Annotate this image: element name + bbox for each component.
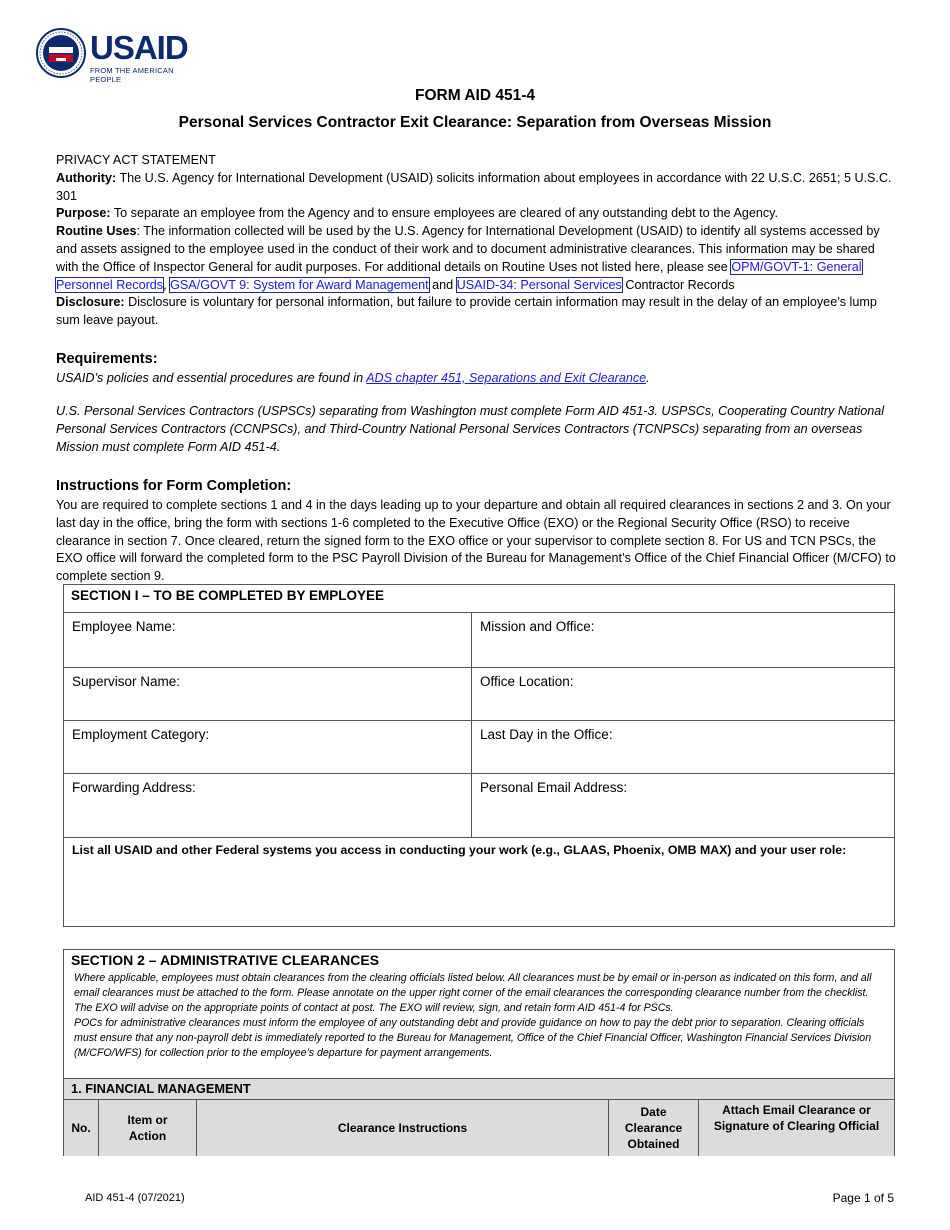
usaid-seal-icon [36,28,86,78]
forwarding-address-field[interactable]: Forwarding Address: [64,774,472,838]
footer-page-number: Page 1 of 5 [832,1191,894,1205]
gsa-govt-9-link[interactable]: GSA/GOVT 9: System for Award Management [170,277,429,292]
financial-management-heading: 1. FINANCIAL MANAGEMENT [71,1081,251,1096]
footer-form-code: AID 451-4 (07/2021) [85,1192,185,1204]
section2-title: SECTION 2 – ADMINISTRATIVE CLEARANCES [71,952,380,968]
usaid-logo [36,28,206,83]
section1-title: SECTION I – TO BE COMPLETED BY EMPLOYEE [64,585,895,613]
logo-wordmark: USAID [90,29,188,66]
form-title: Personal Services Contractor Exit Clearance: Separation from Overseas Mission [178,114,772,131]
employee-name-field[interactable]: Employee Name: [64,613,472,668]
privacy-heading: PRIVACY ACT STATEMENT [56,153,216,167]
instructions-paragraph: You are required to complete sections 1 and 4 in the days leading up to your departure and obtain all required clearances in sections 2 and 3. On your last day in the office, bring the form with sections 1-6 completed to the Executive Office (EXO) or the Regional Security Office (RSO) to receive clearance in section 7. Once cleared, return the signed form to the EXO office or your supervisor to complete section 8. For US and TCN PSCs, the EXO office will forward the completed form to the PSC Payroll Division of the Bureau for Management’s Office of the Chief Financial Officer (M/CFO) to complete section 9. [56,498,896,584]
systems-access-field[interactable]: List all USAID and other Federal systems you access in conducting your work (e.g., GLAAS, Phoenix, OMB MAX) and your user role: [64,838,895,927]
section2-para1: Where applicable, employees must obtain clearances from the clearing officials listed below. All clearances must be by email or in-person as indicated on this form, and all email clearances must be attached to the form. Please annotate on the upper right corner of the email clearances the corresponding clearance number from the checklist. [74,972,872,999]
section2-para2: The EXO will advise on the appropriate points of contact at post. The EXO will review, sign, and retain form AID 451-4 for PSCs. [74,1002,674,1014]
authority-paragraph: Authority: The U.S. Agency for International Development (USAID) solicits information about employees in accordance with 22 U.S.C. 2651; 5 U.S.C. 301 [56,170,892,203]
col-item: Item or Action [99,1100,197,1156]
supervisor-name-field[interactable]: Supervisor Name: [64,668,472,721]
mission-office-field[interactable]: Mission and Office: [472,613,895,668]
section1-table [63,584,895,927]
purpose-paragraph: Purpose: To separate an employee from the Agency and to ensure employees are cleared of any outstanding debt to the Agency. [56,206,779,221]
usaid-34-link[interactable]: USAID-34: Personal Services [456,277,622,292]
opm-govt-1-link[interactable]: OPM/GOVT-1: General Personnel Records [56,259,862,292]
employment-category-field[interactable]: Employment Category: [64,721,472,774]
col-instructions: Clearance Instructions [197,1100,609,1156]
requirements-paragraph: U.S. Personal Services Contractors (USPSCs) separating from Washington must complete Form AID 451-3. USPSCs, Cooperating Country National Personal Services Contractors (CCNPSCs), and Third-Country National Personal Services Contractors (TCNPSCs) separating from an overseas Mission must complete Form AID 451-4. [56,404,885,454]
routine-uses-paragraph: Routine Uses: The information collected will be used by the U.S. Agency for International Development (USAID) to identify all systems accessed by and assets assigned to the employee used in the conduct of their work and to document administrative clearances. This information may be shared with the Office of Inspector General for audit purposes. For additional details on Routine Uses not listed here, please see OPM/GOVT-1: General Personnel Records, GSA/GOVT 9: System for Award Management and USAID-34: Personal Services Contractor Records [56,224,880,292]
personal-email-field[interactable]: Personal Email Address: [472,774,895,838]
office-location-field[interactable]: Office Location: [472,668,895,721]
section2-para3: POCs for administrative clearances must inform the employee of any outstanding debt and provide guidance on how to pay the debt prior to separation. Clearing officials must ensure that any non-payroll debt is immediately reported to the Bureau for Management, Office of the Chief Financial Officer, Washington Financial Services Division (M/CFO/WFS) for collection prior to the employee’s departure for payment arrangements. [74,1017,872,1059]
instructions-heading: Instructions for Form Completion: [56,478,292,494]
privacy-act-statement [56,152,896,330]
requirements-line1: USAID’s policies and essential procedures are found in ADS chapter 451, Separations and Exit Clearance. [56,371,650,385]
financial-management-bar [64,1078,894,1100]
section2-instructions [74,971,889,1061]
disclosure-paragraph: Disclosure: Disclosure is voluntary for personal information, but failure to provide certain information may result in the delay of an employee’s lump sum leave payout. [56,295,877,328]
col-date: Date Clearance Obtained [609,1100,699,1156]
form-id: FORM AID 451-4 [414,87,535,104]
col-attach: Attach Email Clearance or Signature of Clearing Official [713,1103,880,1133]
ads-451-link[interactable]: ADS chapter 451, Separations and Exit Clearance [366,371,647,385]
col-no: No. [64,1100,99,1156]
logo-tagline: FROM THE AMERICAN PEOPLE [90,66,174,84]
section2-box [63,949,895,1156]
requirements-heading: Requirements: [56,351,158,367]
clearance-table-header [64,1100,894,1156]
last-day-field[interactable]: Last Day in the Office: [472,721,895,774]
